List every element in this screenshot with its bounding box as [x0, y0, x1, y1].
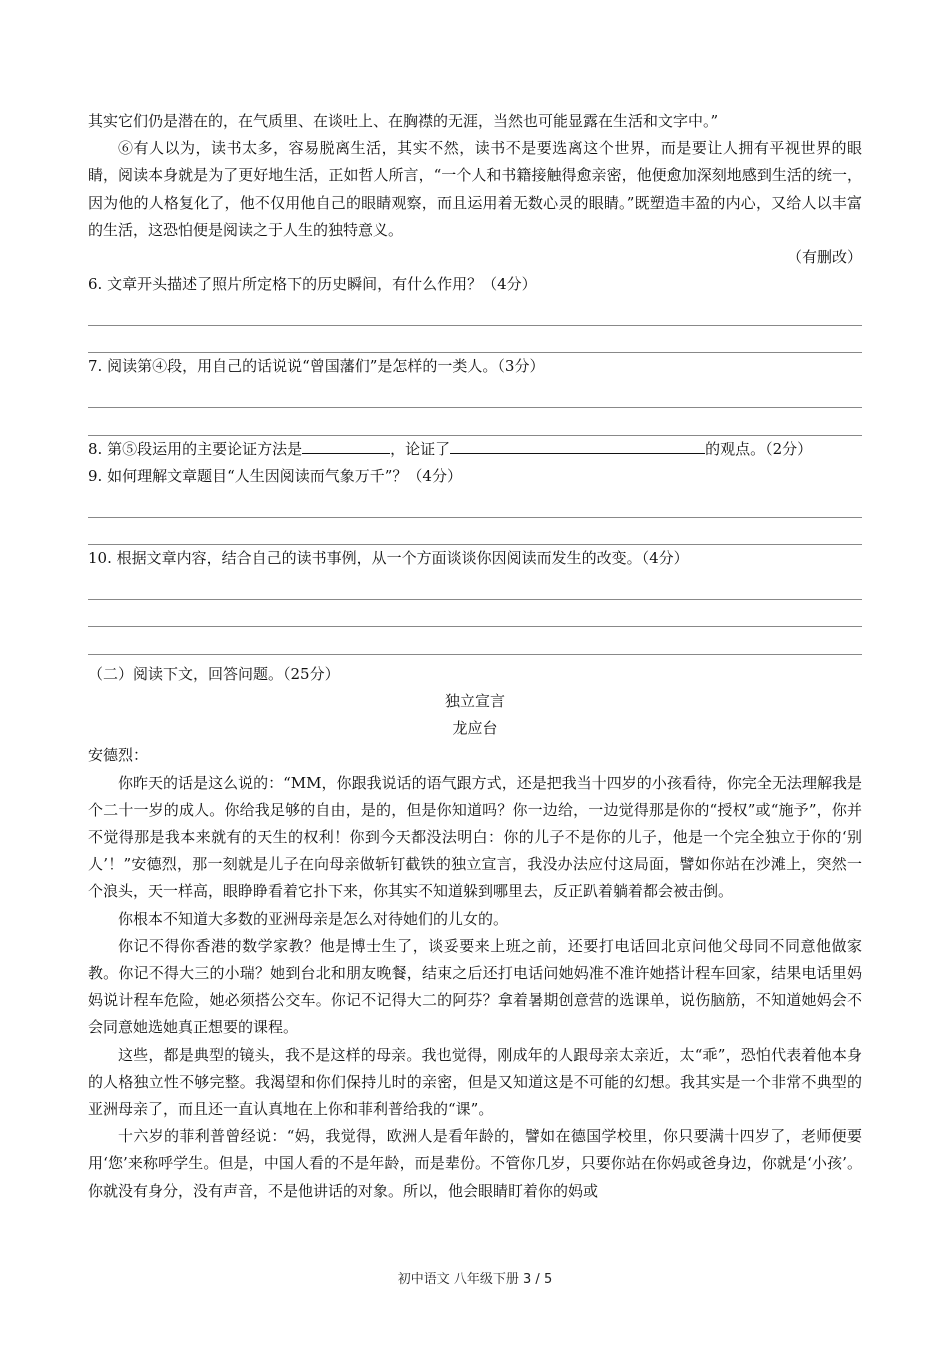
answer-line — [88, 326, 862, 354]
answer-line — [88, 572, 862, 600]
fill-blank-method[interactable] — [302, 437, 390, 454]
question-10: 10. 根据文章内容，结合自己的读书事例，从一个方面谈谈你因阅读而发生的改变。（4分） — [88, 549, 689, 568]
document-page — [88, 108, 862, 1205]
question-8-part-b: ，论证了 — [390, 439, 451, 458]
section-2-heading: （二）阅读下文，回答问题。（25分） — [88, 664, 340, 683]
page-footer: 初中语文 八年级下册 3 / 5 — [397, 1272, 553, 1287]
answer-line — [88, 600, 862, 628]
article-paragraph: 你昨天的话是这么说的：“MM，你跟我说话的语气跟方式，还是把我当十四岁的小孩看待，你完全无法理解我是个二十一岁的成人。你给我足够的自由，是的，但是你知道吗？你一边给，一边觉得那是你的“授权”或“施予”，你并不觉得那是我本来就有的天生的权利！你到今天都没法明白：你的儿子不是你的儿子，他是一个完全独立于你的‘别人’！”安德烈，那一刻就是儿子在向母亲做斩钉截铁的独立宣言，我没办法应付这局面，譬如你站在沙滩上，突然一个浪头，天一样高，眼睁睁看着它扑下来，你其实不知道躲到哪里去，反正趴着躺着都会被击倒。 — [88, 773, 862, 901]
answer-line — [88, 381, 862, 409]
answer-line — [88, 490, 862, 518]
edit-note: （有删改） — [786, 248, 862, 267]
article-author: 龙应台 — [452, 719, 498, 738]
answer-line — [88, 518, 862, 546]
question-6: 6. 文章开头描述了照片所定格下的历史瞬间，有什么作用？（4分） — [88, 275, 537, 294]
article-paragraph: 你根本不知道大多数的亚洲母亲是怎么对待她们的儿女的。 — [118, 909, 509, 928]
salutation: 安德烈： — [88, 746, 149, 765]
question-8-part-a: 8. 第⑤段运用的主要论证方法是 — [88, 439, 303, 458]
article-paragraph: 这些，都是典型的镜头，我不是这样的母亲。我也觉得，刚成年的人跟母亲太亲近，太“乖”，恐怕代表着他本身的人格独立性不够完整。我渴望和你们保持儿时的亲密，但是又知道这是不可能的幻想。我其实是一个非常不典型的亚洲母亲了，而且还一直认真地在上你和菲利普给我的“课”。 — [88, 1045, 862, 1118]
question-9: 9. 如何理解文章题目“人生因阅读而气象万千”？（4分） — [88, 466, 462, 485]
article-paragraph: 十六岁的菲利普曾经说：“妈，我觉得，欧洲人是看年龄的，譬如在德国学校里，你只要满十四岁了，老师便要用‘您’来称呼学生。但是，中国人看的不是年龄，而是辈份。不管你几岁，只要你站在你妈或爸身边，你就是‘小孩’。你就没有身分，没有声音，不是他讲话的对象。所以，他会眼睛盯着你的妈或 — [88, 1127, 862, 1200]
article-paragraph: 你记不得你香港的数学家教？他是博士生了，谈妥要来上班之前，还要打电话回北京问他父母同不同意他做家教。你记不得大三的小瑞？她到台北和朋友晚餐，结束之后还打电话问她妈准不准许她搭计程车回家，结果电话里妈妈说计程车危险，她必须搭公交车。你记不记得大二的阿芬？拿着暑期创意营的选课单，说伤脑筋，不知道她妈会不会同意她选她真正想要的课程。 — [88, 936, 862, 1037]
answer-line — [88, 298, 862, 326]
passage-paragraph-6: ⑥有人以为，读书太多，容易脱离生活，其实不然，读书不是要选离这个世界，而是要让人拥有平视世界的眼睛，阅读本身就是为了更好地生活，正如哲人所言，“一个人和书籍接触得愈亲密，他便愈加深刻地感到生活的统一，因为他的人格复化了，他不仅用他自己的眼睛观察，而且运用着无数心灵的眼睛。”既塑造丰盈的内心，又给人以丰富的生活，这恐怕便是阅读之于人生的独特意义。 — [88, 139, 862, 239]
fill-blank-viewpoint[interactable] — [450, 437, 705, 454]
article-title: 独立宣言 — [444, 691, 505, 710]
question-8-part-c: 的观点。（2分） — [705, 439, 813, 458]
answer-line — [88, 627, 862, 655]
answer-line — [88, 408, 862, 436]
question-7: 7. 阅读第④段，用自己的话说说“曾国藩们”是怎样的一类人。（3分） — [88, 357, 545, 376]
passage-paragraph-continued: 其实它们仍是潜在的，在气质里、在谈吐上、在胸襟的无涯，当然也可能显露在生活和文字中。” — [88, 112, 719, 130]
question-8 — [88, 436, 862, 463]
